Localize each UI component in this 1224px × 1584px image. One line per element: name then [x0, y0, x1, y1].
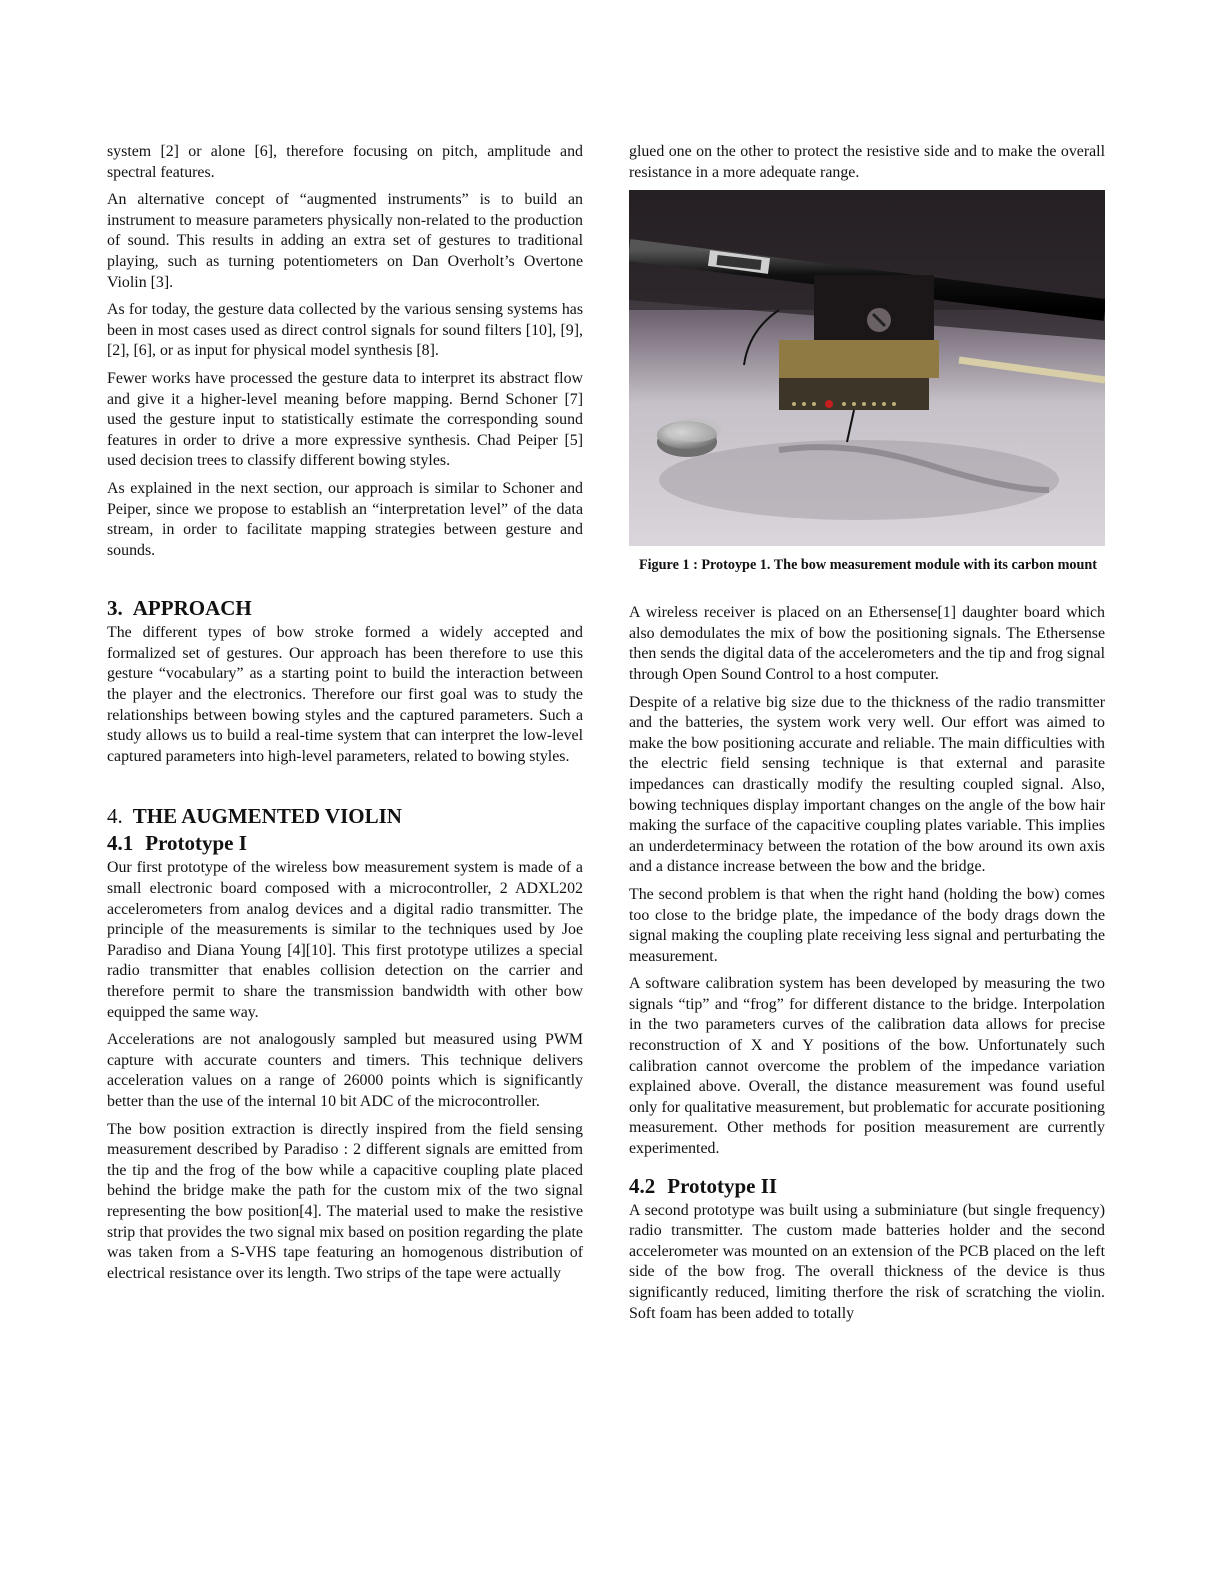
figure-1	[629, 190, 1107, 575]
paragraph: Accelerations are not analogously sampled but measured using PWM capture with accurate counters and timers. This technique delivers acceleration values on a range of 26000 points which is significantly better than the use of the internal 10 bit ADC of the microcontroller.	[107, 1031, 583, 1110]
bow-module-illustration	[629, 190, 1105, 546]
paragraph: The different types of bow stroke formed a widely accepted and formalized set of gestures. Our approach has been therefore to use this gesture “vocabulary” as a starting point to build the interaction between the player and the electronics. Therefore our first goal was to study the relationships between bowing styles and the captured parameters. Such a study allows us to build a real-time system that can interpret the low-level captured parameters into high-level parameters, related to bowing styles.	[107, 624, 583, 765]
subsection-heading-prototype-1	[107, 831, 583, 856]
paragraph: A second prototype was built using a subminiature (but single frequency) radio transmitter. The custom made batteries holder and the second accelerometer was mounted on an extension of the PCB placed on the left side of the bow frog. The overall thickness of the device is thus significantly reduced, limiting therfore the risk of scratching the violin. Soft foam has been added to totally	[629, 1201, 1105, 1322]
section-number: 3.	[107, 596, 123, 621]
paragraph: A software calibration system has been developed by measuring the two signals “tip” and “frog” for different distance to the bridge. Interpolation in the two parameters curves of the calibration data allows for precise reconstruction of X and Y positions of the bow. Unfortunately such calibration cannot overcome the problem of the impedance variation explained above. Overall, the distance measurement was found useful only for qualitative measurement, but problematic for accurate positioning measurement. Other methods for position measurement are currently experimented.	[629, 975, 1105, 1158]
subsection-title: Prototype I	[145, 831, 247, 856]
subsection-number: 4.2	[629, 1173, 656, 1198]
paragraph: A wireless receiver is placed on an Ethersense[1] daughter board which also demodulates the mix of bow the positioning signals. The Ethersense then sends the digital data of the accelerometers and the tip and frog signal through Open Sound Control to a host computer.	[629, 604, 1105, 683]
left-column	[107, 142, 583, 1291]
figure-caption: Figure 1 : Protoype 1. The bow measurement module with its carbon mount	[638, 557, 1098, 574]
paragraph: Fewer works have processed the gesture data to interpret its abstract flow and give it a higher-level meaning before mapping. Bernd Schoner [7] used the gesture input to statistically estimate the corresponding sound features in order to drive a more expressive synthesis. Chad Peiper [5] used decision trees to classify different bowing styles.	[107, 369, 583, 470]
paragraph: Our first prototype of the wireless bow measurement system is made of a small electronic board composed with a microcontroller, 2 ADXL202 accelerometers from analog devices and a digital radio transmitter. The principle of the measurements is similar to the techniques used by Joe Paradiso and Diana Young [4][10]. This first prototype utilizes a special radio transmitter that enables collision detection on the carrier and therefore permit to share the transmission bandwidth with other bow equipped the same way.	[107, 859, 583, 1021]
paragraph: The second problem is that when the right hand (holding the bow) comes too close to the bridge plate, the impedance of the body drags down the signal making the coupling plate receiving less signal and perturbating the measurement.	[629, 885, 1105, 965]
section-title: APPROACH	[132, 596, 252, 621]
section-number: 4.	[107, 804, 123, 829]
paragraph: glued one on the other to protect the resistive side and to make the overall resistance in a more adequate range.	[629, 143, 1105, 181]
paragraph: As explained in the next section, our approach is similar to Schoner and Peiper, since we propose to establish an “interpretation level” of the data stream, in order to facilitate mapping strategies between gesture and sounds.	[107, 479, 583, 559]
subsection-heading-prototype-2	[629, 1174, 1105, 1199]
subsection-title: Prototype II	[667, 1173, 778, 1198]
bow-module-photo	[629, 190, 1105, 546]
subsection-number: 4.1	[107, 831, 134, 856]
paragraph: Despite of a relative big size due to the thickness of the radio transmitter and the batteries, the system work very well. Our effort was aimed to make the bow positioning accurate and reliable. The main difficulties with the electric field sensing technique is that external and parasite impedances can drastically modify the resulting coupled signal. Also, bowing techniques display important changes on the angle of the bow hair making the surface of the capacitive coupling plates variable. This implies an underdeterminacy between the rotation of the bow around its own axis and a distance increase between the bow and the bridge.	[629, 693, 1105, 876]
section-heading-augmented-violin	[107, 803, 583, 829]
paragraph: system [2] or alone [6], therefore focusing on pitch, amplitude and spectral features.	[107, 143, 583, 181]
paragraph: As for today, the gesture data collected by the various sensing systems has been in most cases used as direct control signals for sound filters [10], [9], [2], [6], or as input for physical model synthesis [8].	[107, 301, 583, 360]
paragraph: An alternative concept of “augmented instruments” is to build an instrument to measure parameters physically non-related to the production of sound. This results in adding an extra set of gestures to traditional playing, such as turning potentiometers on Dan Overholt’s Overtone Violin [3].	[107, 191, 583, 291]
section-heading-approach	[107, 595, 583, 621]
paragraph: The bow position extraction is directly inspired from the field sensing measurement described by Paradiso : 2 different signals are emitted from the tip and the frog of the bow while a capacitive coupling plate placed behind the bridge make the path for the custom mix of the two signal representing the bow position[4]. The material used to make the resistive strip that provides the two signal mix based on position regarding the plate was taken from a S-VHS tape featuring an homogenous distribution of electrical resistance over its length. Two strips of the tape were actually	[107, 1120, 583, 1282]
right-column	[629, 142, 1105, 1331]
section-title: THE AUGMENTED VIOLIN	[132, 804, 402, 829]
